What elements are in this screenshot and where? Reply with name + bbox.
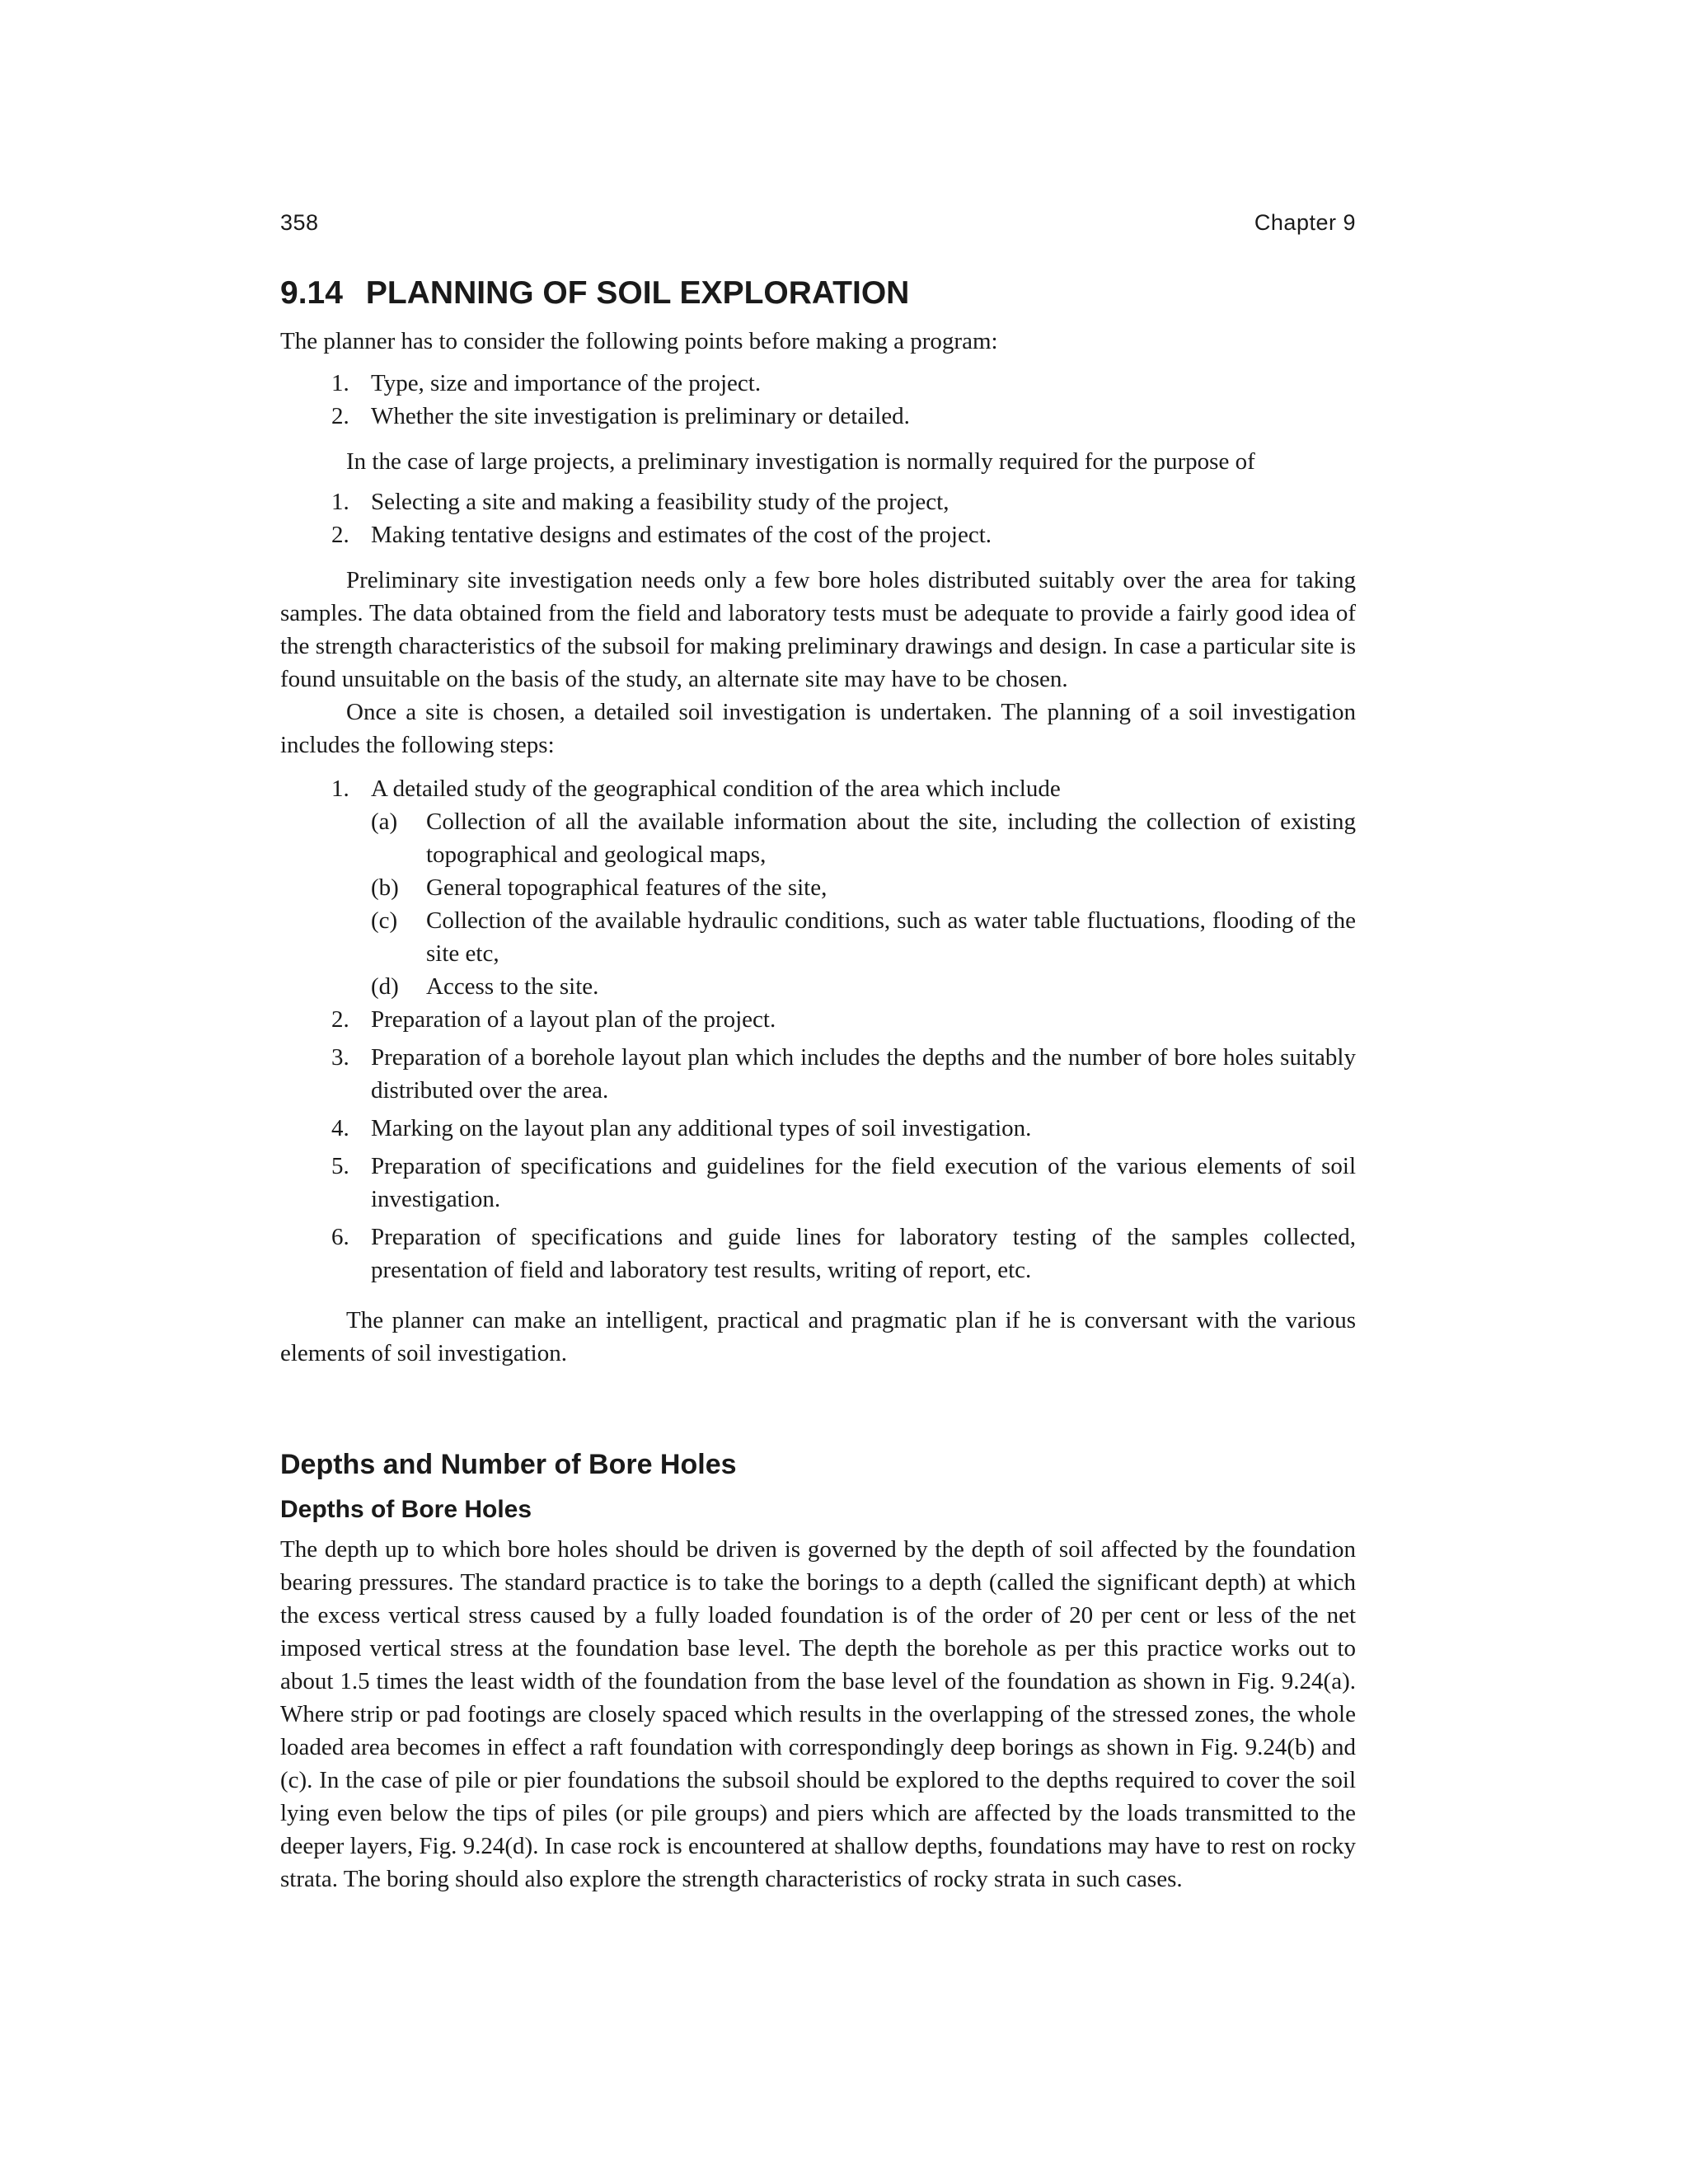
depths-heading: Depths and Number of Bore Holes (280, 1449, 737, 1480)
intro-paragraph: The planner has to consider the following points before making a program: (280, 328, 998, 354)
list-item: 1. Selecting a site and making a feasibility study of the project, (331, 489, 950, 515)
list-item: 2. Whether the site investigation is preliminary or detailed. (331, 403, 910, 429)
chapter-label: Chapter 9 (1254, 210, 1356, 235)
large-projects-paragraph: In the case of large projects, a preliminary investigation is normally required for the purpose of (346, 448, 1255, 475)
substeps-list (371, 805, 1356, 1003)
depths-subheading: Depths of Bore Holes (280, 1496, 532, 1523)
depths-paragraph: The depth up to which bore holes should be driven is governed by the depth of soil affected by the foundation bearing pressures. The standard practice is to take the borings to a depth (called the significant depth) at which the excess vertical stress caused by a fully loaded foundation is of the order of 20 per cent or less of the net imposed vertical stress at the foundation base level. The depth the borehole as per this practice works out to about 1.5 times the least width of the foundation from the base level of the foundation as shown in Fig. 9.24(a). Where strip or pad footings are closely spaced which results in the overlapping of the stressed zones, the whole loaded area becomes in effect a raft foundation with correspondingly deep borings as shown in Fig. 9.24(b) and (c). In the case of pile or pier foundations the subsoil should be explored to the depths required to cover the soil lying even below the tips of piles (or pile groups) and piers which are affected by the loads transmitted to the deeper layers, Fig. 9.24(d). In case rock is encountered at shallow depths, foundations may have to rest on rocky strata. The boring should also explore the strength characteristics of rocky strata in such cases. (280, 1536, 1356, 1892)
list-item: (b) General topographical features of the site, (371, 874, 828, 901)
once-paragraph: Once a site is chosen, a detailed soil investigation is undertaken. The planning of a soil investigation includes the following steps: (280, 699, 1356, 758)
list-item: (c) Collection of the available hydraulic conditions, such as water table fluctuations, flooding of the site etc, (371, 907, 1356, 967)
list-item: (a) Collection of all the available information about the site, including the collection of existing topographical and geological maps, (371, 808, 1356, 868)
list-item: 6. Preparation of specifications and guide lines for laboratory testing of the samples collected, presentation of field and laboratory test results, writing of report, etc. (331, 1224, 1356, 1283)
list-item: 4. Marking on the layout plan any additional types of soil investigation. (331, 1115, 1032, 1141)
list-item: (d) Access to the site. (371, 973, 599, 1000)
preliminary-paragraph: Preliminary site investigation needs only a few bore holes distributed suitably over the area for taking samples. The data obtained from the field and laboratory tests must be adequate to provide a fairly good idea of the strength characteristics of the subsoil for making preliminary drawings and design. In case a particular site is found unsuitable on the basis of the study, an alternate site may have to be chosen. (280, 567, 1356, 692)
running-header (280, 210, 1356, 236)
steps-list (280, 772, 1356, 1286)
section-body (280, 325, 1356, 1370)
section-number: 9.14 (280, 275, 343, 311)
purposes-list (280, 485, 1356, 551)
section-title-text: PLANNING OF SOIL EXPLORATION (365, 275, 910, 311)
list-item: 5. Preparation of specifications and guidelines for the field execution of the various elements of soil investigation. (331, 1153, 1356, 1212)
planner-paragraph: The planner can make an intelligent, practical and pragmatic plan if he is conversant with the various elements of soil investigation. (280, 1307, 1356, 1366)
list-item: 2. Preparation of a layout plan of the project. (331, 1006, 776, 1033)
list-item: 2. Making tentative designs and estimates of the cost of the project. (331, 522, 992, 548)
list-item: 1. Type, size and importance of the project. (331, 370, 762, 396)
list-item: 1. A detailed study of the geographical condition of the area which include (a) Collection of all the available information about the site, including the collection of existing topographical and geological maps, (b) General topographical features of the site, (c) Collection of the available hydraulic conditions, such as water table fluctuations, flooding of the site etc, (d) Access to the site. (280, 772, 1356, 1003)
points-list (280, 367, 1356, 433)
section-title (280, 275, 909, 312)
list-item: 3. Preparation of a borehole layout plan which includes the depths and the number of bore holes suitably distributed over the area. (331, 1044, 1356, 1104)
page-number: 358 (280, 210, 319, 235)
depths-body (280, 1533, 1356, 1896)
